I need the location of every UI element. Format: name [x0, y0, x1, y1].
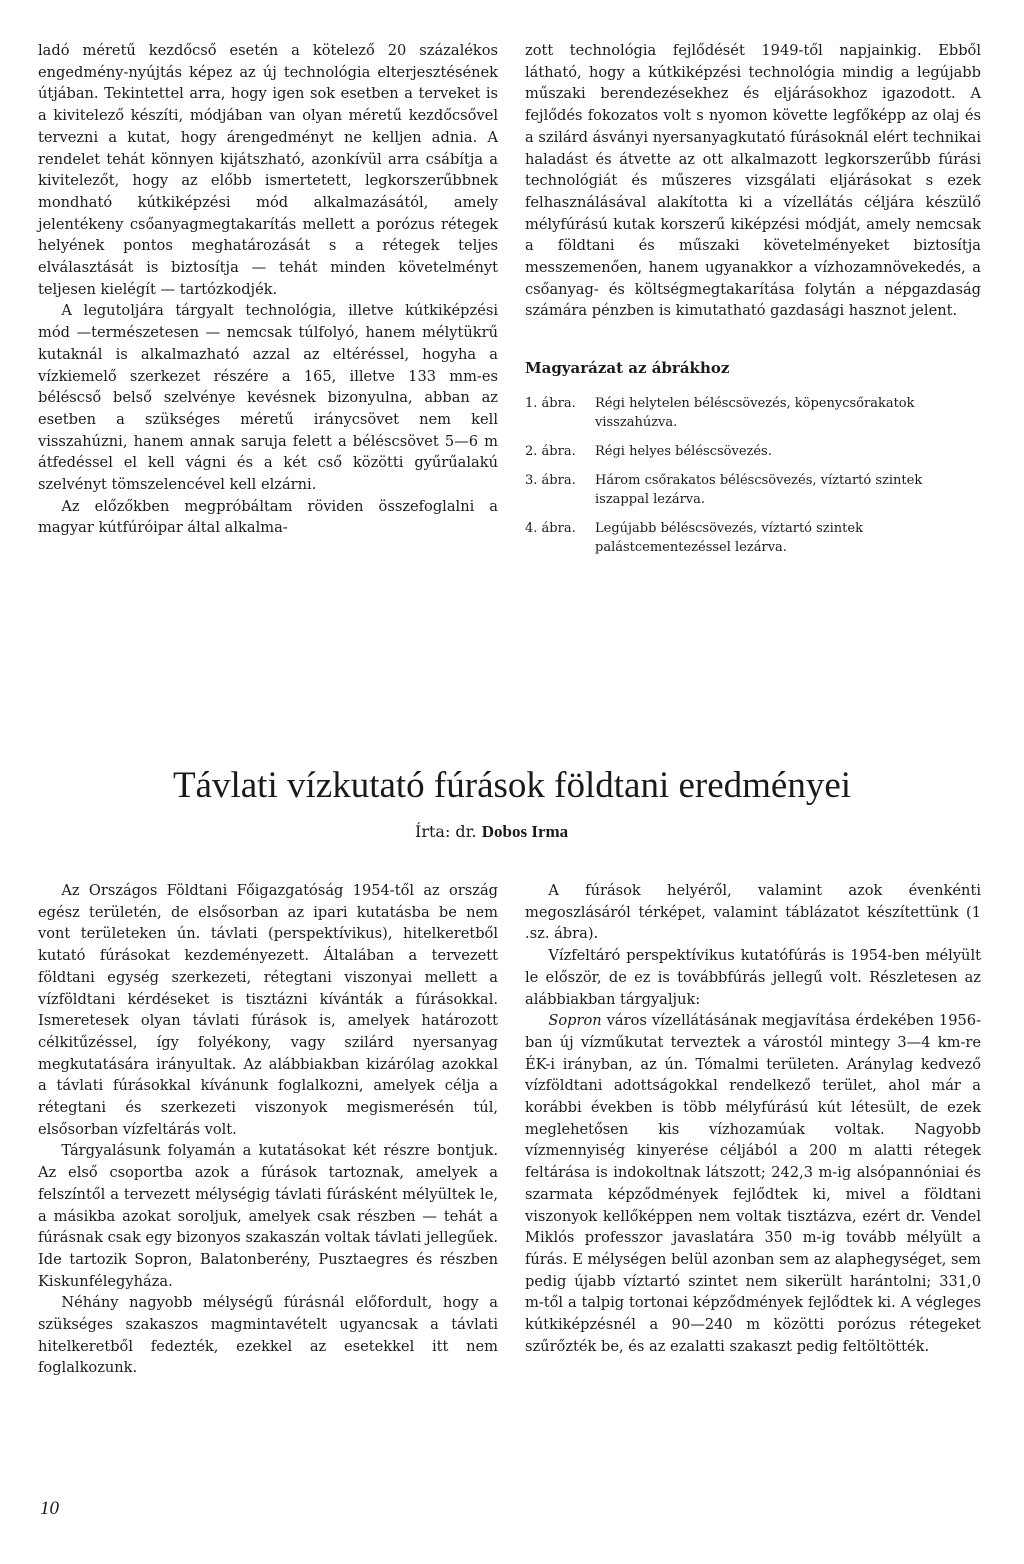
article-title: Távlati vízkutató fúrások földtani eredményei [172, 765, 852, 806]
column-top-right [525, 40, 981, 567]
author-name: Dobos Irma [481, 822, 569, 841]
column-top-left [38, 40, 498, 539]
byline [415, 822, 568, 842]
paragraph: Vízfeltáró perspektívikus kutatófúrás is 1954-ben mélyült le először, de ez is továbbfúrás jellegű volt. Részletesen az alábbiakban tárgyaljuk: [525, 947, 981, 1008]
page-number: 10 [40, 1498, 59, 1519]
paragraph-text: város vízellátásának megjavítása érdekében 1956-ban új vízműkutat terveztek a várostól mintegy 3—4 km-re ÉK-i irányban, az ún. Tómalmi területen. Aránylag kedvező vízföldtani adottságokkal rendelkező terület, ahol már a korábbi években is több mélyfúrású kút létesült, de ezek meglehetősen kis vízhozamúak voltak. Nagyobb vízmennyiség kinyerése céljából a 200 m alatti rétegek feltárása is indokoltnak látszott; 242,3 m-ig alsópannóniai és szarmata képződmények fejlődtek ki, mivel a földtani viszonyok kellőképpen nem voltak tisztázva, ezért dr. Vendel Miklós professzor javaslatára 350 m-ig tovább mélyült a fúrás. E mélységen belül azonban sem az alaphegységet, sem pedig újabb víztartó szintet nem sikerült harántolni; 331,0 m-től a talpig tortonai képződmények fejlődtek ki. A végleges kútkiképzésnél a 90—240 m közötti porózus rétegeket szűrőzték be, és az ezalatti szakaszt pedig feltöltötték. [525, 1012, 981, 1355]
figure-caption: Régi helytelen béléscsövezés, köpenycsőrakatok visszahúzva. [595, 395, 915, 430]
place-name: Sopron [548, 1012, 602, 1030]
column-bottom-left [38, 880, 498, 1379]
paragraph: zott technológia fejlődését 1949-től napjainkig. Ebből látható, hogy a kútkiképzési technológia mindig a legújabb műszaki berendezésekhez és eljárásokhoz igazodott. A fejlődés fokozatos volt s nyomon követte legfőképp az olaj és a szilárd ásványi nyersanyagkutató fúrásoknál elért technikai haladást és átvette az ott alkalmazott legkorszerűbb fúrási technológiát és műszeres vizsgálati eljárásokat s ezek felhasználásával alakította ki a vízellátás céljára készülő mélyfúrású kutak korszerű kiképzési módját, amely nemcsak a földtani és műszaki követelményeket biztosítja messzemenően, hanem ugyanakkor a vízhozamnövekedés, a csőanyag- és költségmegtakarítása folytán a népgazdaság számára pénzben is kimutatható gazdasági hasznot jelent. [525, 42, 981, 320]
figure-number: 4. ábra. [525, 520, 576, 536]
figure-number: 2. ábra. [525, 443, 576, 459]
figure-number: 1. ábra. [525, 395, 576, 411]
paragraph: Az Országos Földtani Főigazgatóság 1954-től az ország egész területén, de elsősorban az ipari kutatásba be nem vont területeken ún. távlati (perspektívikus), hitelkeretből kutató fúrásokat kezdeményezett. Általában a tervezett földtani egység szerkezeti, rétegtani viszonyai mellett a vízföldtani kérdéseket is tisztázni kívánták a fúrásokkal. Ismeretesek olyan távlati fúrások is, amelyek határozott célkitűzéssel, így folyékony, vagy szilárd nyersanyag megkutatására irányultak. Az alábbiakban kizárólag azokkal a távlati fúrásokkal kívánunk foglalkozni, amelyek célja a rétegtani és szerkezeti viszonyok megismerésén túl, elsősorban vízfeltárás volt. [38, 882, 498, 1138]
paragraph: A legutoljára tárgyalt technológia, illetve kútkiképzési mód —természetesen — nemcsak túlfolyó, hanem mélytükrű kutaknál is alkalmazható azzal az eltéréssel, hogyha a vízkiemelő szerkezet részére a 165, illetve 133 mm-es béléscső belső szelvénye kevésnek bizonyulna, abban az esetben a szükséges méretű iránycsövet nem kell visszahúzni, hanem annak saruja felett a béléscsövet 5—6 m átfedéssel el kell vágni és a két cső közötti gyűrűalakú szelvényt tömszelencével kell elzárni. [38, 302, 498, 494]
figure-legend-item [525, 519, 981, 557]
paragraph: A fúrások helyéről, valamint azok évenkénti megoszlásáról térképet, valamint táblázatot készítettünk (1 .sz. ábra). [525, 882, 981, 943]
figure-legend-item [525, 394, 981, 432]
column-bottom-right [525, 880, 981, 1357]
figure-legend-item [525, 471, 981, 509]
figure-legend-title: Magyarázat az ábrákhoz [525, 359, 730, 378]
figure-number: 3. ábra. [525, 472, 576, 488]
figure-legend-item [525, 442, 981, 461]
paragraph: Tárgyalásunk folyamán a kutatásokat két részre bontjuk. Az első csoportba azok a fúrások tartoznak, amelyek a felszíntől a tervezett mélységig távlati fúrásként mélyültek le, a másikba azokat soroljuk, amelyek csak részben — tehát a fúrásnak csak egy bizonyos szakaszán voltak távlati jellegűek. Ide tartozik Sopron, Balatonberény, Pusztaegres és részben Kiskunfélegyháza. [38, 1142, 498, 1290]
figure-caption: Legújabb béléscsövezés, víztartó szintek palástcementezéssel lezárva. [595, 520, 863, 555]
paragraph: ladó méretű kezdőcső esetén a kötelező 20 százalékos engedmény-nyújtás képez az új technológia elterjesztésének útjában. Tekintettel arra, hogy igen sok esetben a terveket is a kivitelező készíti, módjában van olyan méretű kezdőcsővel tervezni a kutat, hogy árengedményt ne kelljen adnia. A rendelet tehát könnyen kijátszható, azonkívül arra csábítja a kivitelezőt, hogy az előbb ismertetett, legkorszerűbbnek mondható kútkiképzési mód alkalmazásától, amely jelentékeny csőanyagmegtakarítás mellett a porózus rétegek helyének pontos meghatározását s a rétegek teljes elválasztását is biztosítja — tehát minden követelményt teljesen kielégít — tartózkodjék. [38, 42, 498, 298]
figure-caption: Három csőrakatos béléscsövezés, víztartó szintek iszappal lezárva. [595, 472, 923, 507]
paragraph: Néhány nagyobb mélységű fúrásnál előfordult, hogy a szükséges szakaszos magmintavételt ugyancsak a távlati hitelkeretből fedezték, ezekkel az esetekkel itt nem foglalkozunk. [38, 1294, 498, 1377]
byline-prefix: Írta: dr. [415, 822, 477, 841]
paragraph: Az előzőkben megpróbáltam röviden összefoglalni a magyar kútfúróipar által alkalma- [38, 497, 498, 537]
figure-caption: Régi helyes béléscsövezés. [595, 443, 772, 459]
paragraph [525, 1010, 981, 1357]
